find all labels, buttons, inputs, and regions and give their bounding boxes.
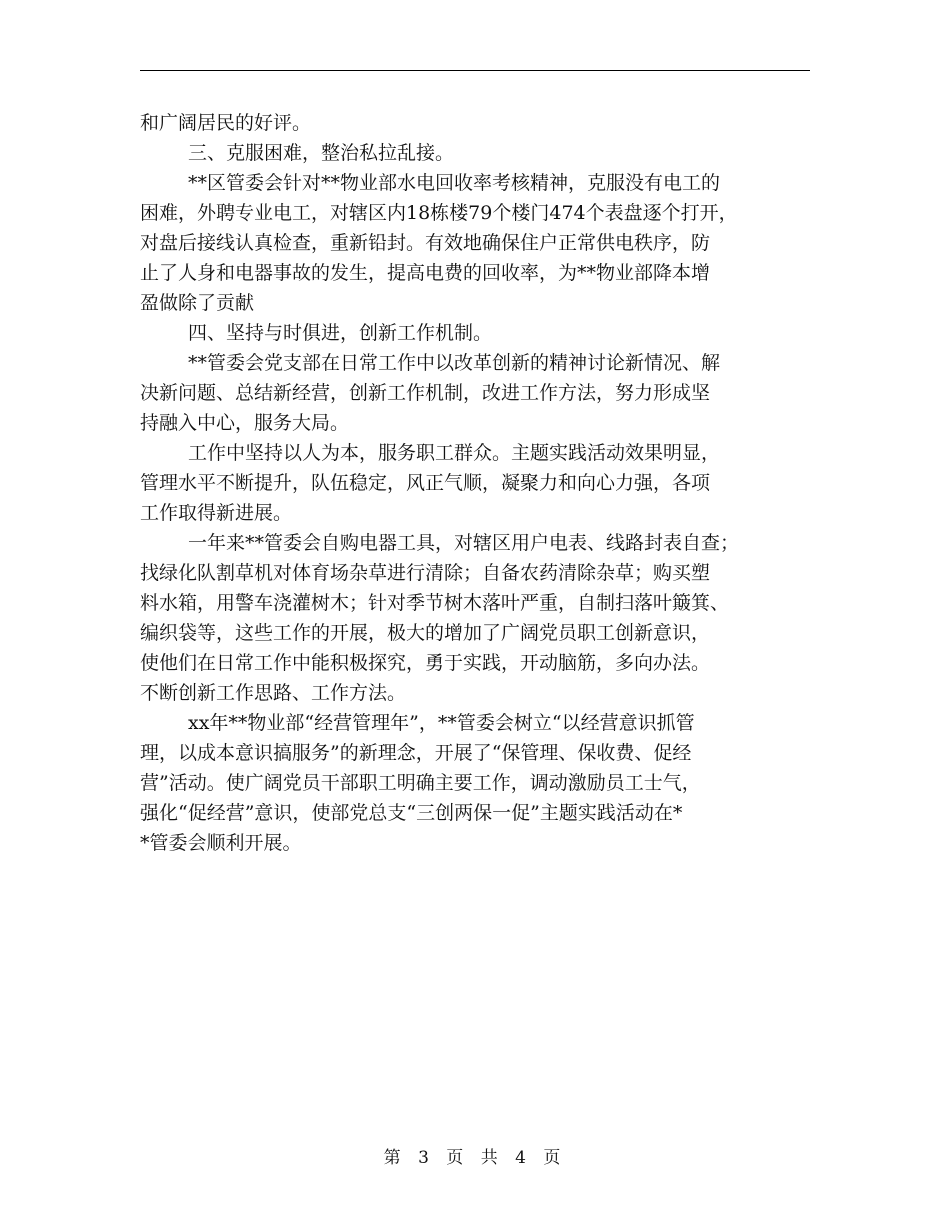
text-line: 工作中坚持以人为本，服务职工群众。主题实践活动效果明显，: [188, 442, 721, 464]
paragraph: [140, 318, 820, 348]
text-line: 持融入中心，服务大局。: [140, 412, 350, 434]
paragraph: [140, 108, 820, 138]
text-line: 三、克服困难，整治私拉乱接。: [188, 142, 455, 164]
text-line: 理，以成本意识搞服务”的新理念，开展了“保管理、保收费、促经: [140, 742, 692, 764]
document-body: [140, 108, 820, 858]
text-line: 四、坚持与时俱进，创新工作机制。: [188, 322, 493, 344]
text-line: **管委会党支部在日常工作中以改革创新的精神讨论新情况、解: [188, 352, 721, 374]
text-line: 使他们在日常工作中能积极探究，勇于实践，开动脑筋，多向办法。: [140, 652, 711, 674]
text-line: 决新问题、总结新经营，创新工作机制，改进工作方法，努力形成坚: [140, 382, 711, 404]
text-line: 对盘后接线认真检查，重新铅封。有效地确保住户正常供电秩序，防: [140, 232, 711, 254]
text-line: 困难，外聘专业电工，对辖区内18栋楼79个楼门474个表盘逐个打开，: [140, 202, 738, 224]
paragraph: [140, 348, 820, 438]
paragraph: [140, 708, 820, 858]
text-line: 强化“促经营”意识，使部党总支“三创两保一促”主题实践活动在*: [140, 802, 683, 824]
text-line: xx年**物业部“经营管理年”，**管委会树立“以经营意识抓管: [188, 712, 695, 734]
text-line: 编织袋等，这些工作的开展，极大的增加了广阔党员职工创新意识，: [140, 622, 711, 644]
text-line: 营”活动。使广阔党员干部职工明确主要工作，调动激励员工士气，: [140, 772, 701, 794]
text-line: 管理水平不断提升，队伍稳定，风正气顺，凝聚力和向心力强，各项: [140, 472, 711, 494]
header-rule: [140, 70, 810, 71]
page-footer: 第 3 页 共 4 页: [383, 1148, 567, 1168]
text-line: 工作取得新进展。: [140, 502, 293, 524]
paragraph: [140, 138, 820, 168]
text-line: **区管委会针对**物业部水电回收率考核精神，克服没有电工的: [188, 172, 721, 194]
paragraph: [140, 438, 820, 528]
text-line: 止了人身和电器事故的发生，提高电费的回收率，为**物业部降本增: [140, 262, 711, 284]
paragraph: [140, 528, 820, 708]
text-line: 找绿化队割草机对体育场杂草进行清除；自备农药清除杂草；购买塑: [140, 562, 711, 584]
text-line: 料水箱，用警车浇灌树木；针对季节树木落叶严重，自制扫落叶簸箕、: [140, 592, 730, 614]
paragraph: [140, 168, 820, 318]
text-line: 盈做除了贡献: [140, 292, 255, 314]
text-line: 一年来**管委会自购电器工具，对辖区用户电表、线路封表自查；: [188, 532, 740, 554]
text-line: 和广阔居民的好评。: [140, 112, 312, 134]
text-line: 不断创新工作思路、工作方法。: [140, 682, 407, 704]
text-line: *管委会顺利开展。: [140, 832, 302, 854]
